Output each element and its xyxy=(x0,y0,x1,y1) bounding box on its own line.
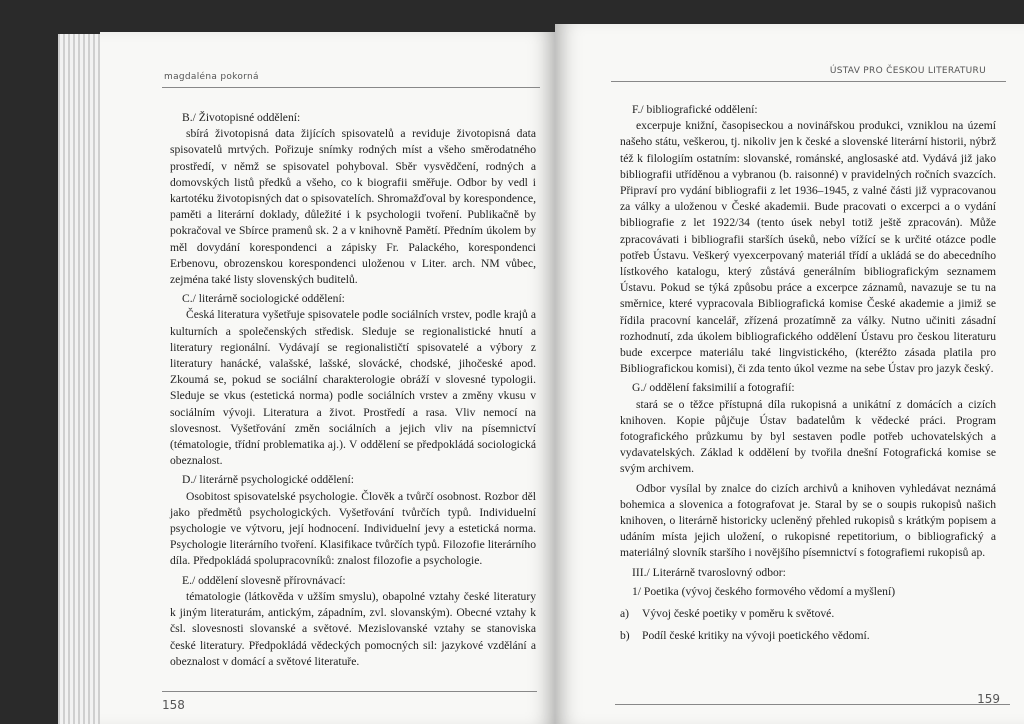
subsection-heading: 1/ Poetika (vývoj českého formového vědomí a myšlení) xyxy=(632,584,896,598)
section-heading: D./ literárně psychologické oddělení: xyxy=(182,473,354,487)
paragraph: Odbor vysílal by znalce do cizích archivů a knihoven vyhledávat neznámá bohemica a slovenica a fotografovat je. Staral by se o soupis rukopisů našich knihoven, o literárně historicky ucleněný přehled rukopisů s krátkým popisem a udáním místa jejich uložení, o rukopisné repetitorium, o bibliografický a materiálný slovník staršího i novějšího písemnictví s fotografiemi rukopisů ap. xyxy=(620,481,996,560)
section-heading: C./ literárně sociologické oddělení: xyxy=(182,292,345,306)
list-item xyxy=(620,628,996,644)
list-item xyxy=(620,606,996,622)
right-page xyxy=(555,24,1024,724)
section-heading: B./ Životopisné oddělení: xyxy=(182,111,301,124)
running-head: magdaléna pokorná xyxy=(164,72,259,82)
header-rule xyxy=(162,87,540,88)
page-number: 159 xyxy=(977,692,1000,706)
section-heading: F./ bibliografické oddělení: xyxy=(632,103,758,116)
paragraph: excerpuje knižní, časopiseckou a novinářskou produkci, vzniklou na území našeho státu, veškerou, tj. nikoliv jen k české a slovenské literární historii, nýbrž též k filologiím ostatním: slovanské, románské, anglosaské atd. Vydává již jako bibliografii utříděnou a vybranou (b. raisonné) v pravidelných ročních svazcích. Připraví pro vydání bibliografii z let 1936–1945, z valné části již vypracovanou za války a uloženou v České akademii. Bude pracovati o excerpci a o vydání bibliografie z let 1922/34 (tento úsek nebyl totiž ještě zpracován). Může zpracovávati i bibliografii starších úseků, nebo vížící se k určité otázce podle potřeb Ústavu. Veškerý vyexcerpovaný materiál třídí a ukládá se do abecedního lístkového katalogu, který zůstává generálním bibliografickým seznamem Ústavu. Pokud se týká způsobu práce a excerpce záznamů, navazuje se tu na směrnice, které vypracovala Bibliografická komise České akademie a jimiž se řídila pracovní kancelář, zřízená prozatímně za války. Nutno učiniti zásadní rozhodnutí, zda úkolem bibliografického oddělení Ústavu pro českou literaturu bude excerpce materiálu také lingvistického, (kteréžto zásada platila pro Bibliografickou komisi), či zda tento úkol vezme na sebe Ústav pro jazyk český. xyxy=(620,119,996,376)
section-heading: E./ oddělení slovesně přírovnávací: xyxy=(182,573,346,587)
paragraph: sbírá životopisná data žijících spisovatelů a reviduje životopisná data spisovatelů mrtvých. Pořizuje snímky rodných míst a všeho směrodatného prostředí, v němž se spisovatel pohyboval. Sběr vysvědčení, rodných a domovských listů předků a všeho, co k biografii směřuje. Odbor by vedl i kartotéku životopisných dat o spisovatelích. Shromažďoval by korespondence, paměti a literární doklady, důležité i k psychologii tvoření. Publikačně by pokračoval ve Sbírce pramenů sk. 2 a v knihovně Pamětí. Předním úkolem by měl dovydání korespondenci a zápisky Fr. Palackého, korespondenci Erbenovu, obrozenskou korespondenci uloženou v Liter. arch. NM vůbec, zejména také listy slovenských buditelů. xyxy=(170,127,536,287)
list-text: Vývoj české poetiky v poměru k světové. xyxy=(642,607,835,621)
page-number: 158 xyxy=(162,698,185,712)
list-marker: b) xyxy=(620,629,630,643)
paragraph: tématologie (látkověda v užším smyslu), obapolné vztahy české literatury k jiným literaturám, antickým, západním, zvl. slovanským). Obecné vztahy k čsl. slovesnosti slovanské a světové. Mezislovanské vztahy se stanoviska české literatury. Předpokládá vědeckých pomocných sil: jazykové vzdělání a obeznalost v domácí a světové literatuře. xyxy=(170,589,536,668)
paragraph: Česká literatura vyšetřuje spisovatele podle sociálních vrstev, podle krajů a kulturních a společenských středisk. Sleduje se regionalistické hnutí a literatury regionální. Vydávají se regionalističtí spisovatelé a výbory z literatury hanácké, valašské, lašské, slovácké, chodské, jihočeské apod. Zkoumá se, pokud se sociální charakterologie obráží v slovesné typologii. Sleduje se vkus (estetická norma) podle sociálních vrstev a změny vkusu v sociálním vývoji. Literatura a život. Prostředí a rasa. Vliv nemocí na slovesnost. Vyšetřování změn sociálních a jejich vliv na písemnictví (tématologie, třídní problematika aj.). V oddělení se předpokládá sociologická obeznalost. xyxy=(170,308,536,468)
list-text: Podíl české kritiky na vývoji poetického vědomí. xyxy=(642,629,870,643)
section-heading: G./ oddělení faksimilií a fotografií: xyxy=(632,381,795,395)
left-page xyxy=(100,32,555,724)
section-heading: III./ Literárně tvaroslovný odbor: xyxy=(632,565,786,579)
footer-rule xyxy=(615,704,1010,705)
page-text xyxy=(620,102,996,645)
running-head: ÚSTAV PRO ČESKOU LITERATURU xyxy=(829,66,986,76)
paragraph: Osobitost spisovatelské psychologie. Člověk a tvůrčí osobnost. Rozbor děl jako předmětů psychologických. Vyšetřování tvůrčích typů. Individuelní psychologie ve výtvoru, její hodnocení. Individuelní jevy a estetická norma. Psychologie literárního tvoření. Klasifikace tvůrčích typů. Filozofie literárního díla. Předpokládá spolupracovníků: znalost filozofie a psychologie. xyxy=(170,489,536,568)
header-rule xyxy=(611,81,1006,82)
page-text xyxy=(170,110,536,670)
footer-rule xyxy=(162,691,537,692)
paragraph: stará se o těžce přístupná díla rukopisná a unikátní z domácích a cizích knihoven. Kopie půjčuje Ústav badatelům k vědecké práci. Program fotografického průzkumu by byl sestaven podle potřeb uchovatelských a vydavatelských. Základ k oddělení by tvořila dnešní Fotografická komise se svým archivem. xyxy=(620,397,996,476)
list-marker: a) xyxy=(620,607,630,621)
